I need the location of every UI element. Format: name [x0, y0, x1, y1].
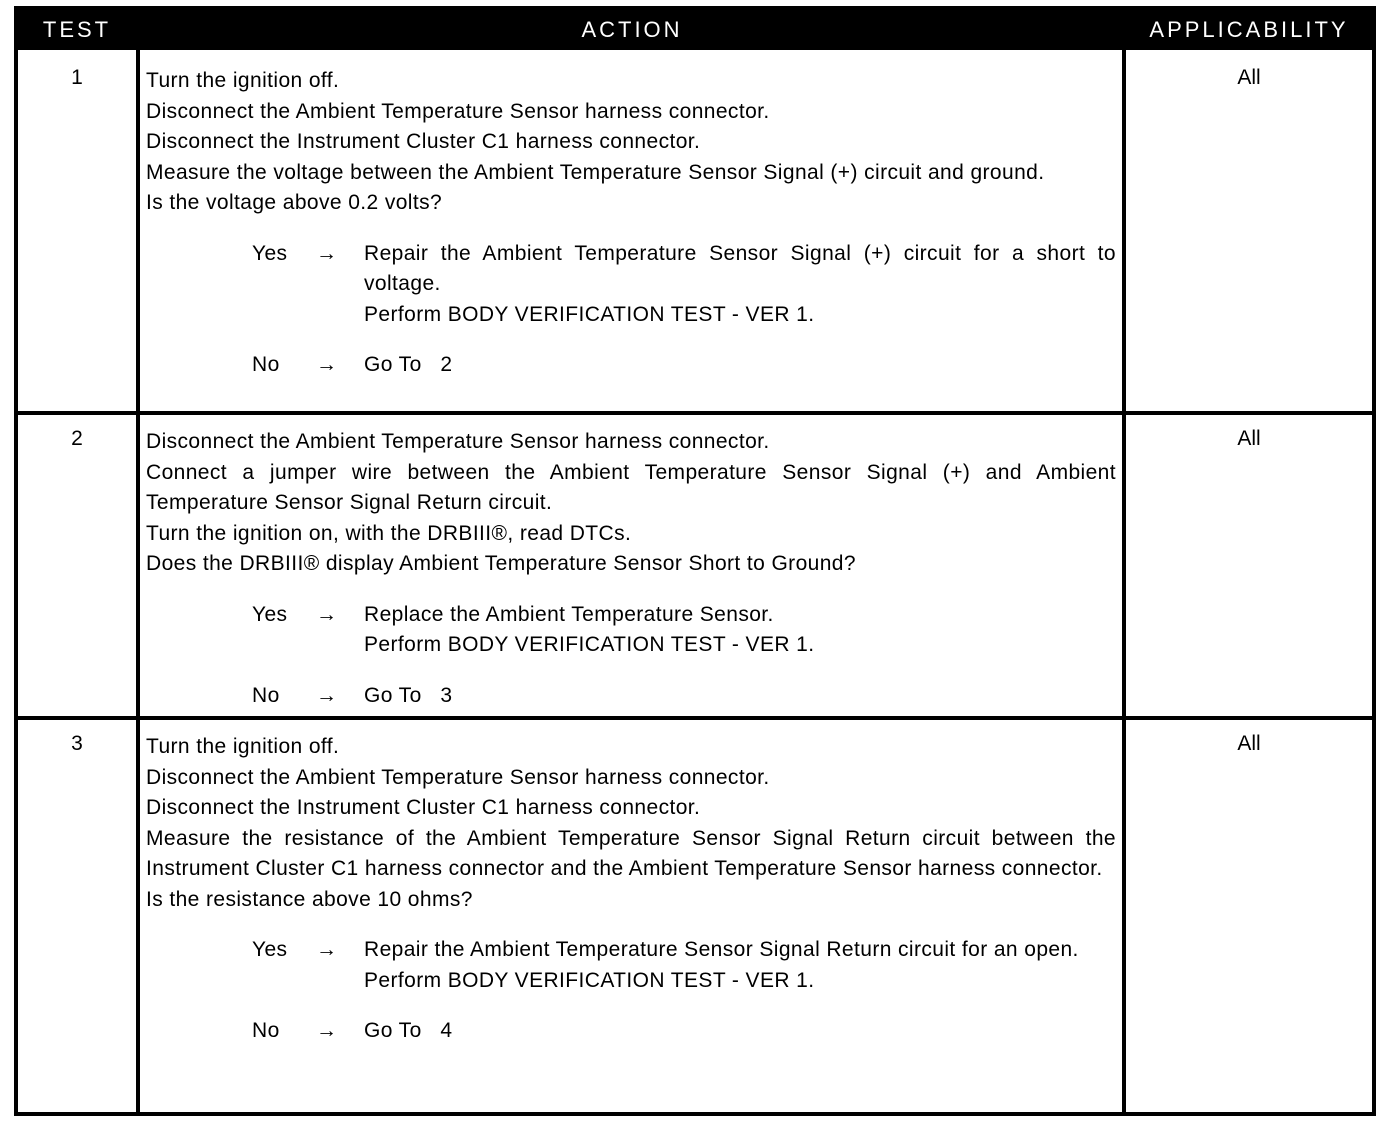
applicability-cell: All: [1237, 732, 1261, 755]
arrow-right-icon: →: [316, 1019, 338, 1042]
yes-label: Yes: [252, 602, 288, 626]
applicability-cell: All: [1237, 66, 1261, 89]
header-test: TEST: [42, 17, 112, 42]
no-branch: [146, 350, 1116, 381]
action-cell: [146, 427, 1116, 711]
yes-label: Yes: [252, 938, 288, 961]
arrow-right-icon: →: [316, 683, 338, 707]
table-row: [18, 415, 1372, 716]
action-question: Does the DRBIII® display Ambient Temperature Sensor Short to Ground?: [146, 552, 856, 575]
action-step: Disconnect the Instrument Cluster C1 harness connector.: [146, 796, 701, 819]
arrow-right-icon: →: [316, 241, 338, 265]
no-label: No: [252, 1019, 280, 1042]
no-result: Go To 4: [364, 1019, 453, 1042]
test-number: 2: [71, 427, 83, 450]
no-label: No: [252, 683, 280, 707]
action-step: Disconnect the Ambient Temperature Sensor harness connector.: [146, 99, 770, 123]
yes-result: Perform BODY VERIFICATION TEST - VER 1.: [364, 302, 815, 326]
arrow-right-icon: →: [316, 602, 338, 626]
yes-result: Perform BODY VERIFICATION TEST - VER 1.: [364, 633, 815, 656]
action-step: Measure the voltage between the Ambient Temperature Sensor Signal (+) circuit and ground.: [146, 160, 1045, 184]
action-cell: [146, 66, 1116, 381]
yes-result: Repair the Ambient Temperature Sensor Signal Return circuit for an open.: [364, 938, 1079, 961]
action-step: Disconnect the Ambient Temperature Sensor harness connector.: [146, 765, 770, 789]
action-cell: [146, 732, 1116, 1047]
yes-result: Replace the Ambient Temperature Sensor.: [364, 602, 774, 626]
no-branch: [146, 681, 1116, 712]
arrow-right-icon: →: [316, 353, 338, 376]
action-question: Is the resistance above 10 ohms?: [146, 887, 473, 911]
no-result: Go To 3: [364, 683, 453, 707]
yes-branch: [146, 935, 1116, 996]
action-step: Connect a jumper wire between the Ambient Temperature Sensor Signal (+) and Ambient Temperature Sensor Signal Return circuit.: [146, 460, 1116, 514]
action-step: Turn the ignition off.: [146, 69, 340, 92]
test-number: 3: [71, 732, 83, 755]
test-number: 1: [71, 66, 83, 89]
action-step: Disconnect the Instrument Cluster C1 harness connector.: [146, 130, 701, 153]
no-branch: [146, 1016, 1116, 1047]
yes-label: Yes: [252, 241, 288, 265]
yes-result: Perform BODY VERIFICATION TEST - VER 1.: [364, 968, 815, 992]
header-action: ACTION: [581, 17, 683, 42]
yes-branch: [146, 239, 1116, 331]
applicability-cell: All: [1237, 427, 1261, 450]
yes-result: Repair the Ambient Temperature Sensor Signal (+) circuit for a short to voltage.: [364, 241, 1116, 295]
arrow-right-icon: →: [316, 938, 338, 961]
table-row: [18, 54, 1372, 411]
yes-branch: [146, 600, 1116, 661]
table-header: [18, 10, 1372, 50]
action-step: Turn the ignition on, with the DRBIII®, read DTCs.: [146, 521, 632, 545]
action-step: Disconnect the Ambient Temperature Sensor harness connector.: [146, 430, 770, 453]
action-step: Turn the ignition off.: [146, 735, 340, 758]
no-result: Go To 2: [364, 353, 453, 376]
header-applicability: APPLICABILITY: [1149, 17, 1349, 42]
table-row: [18, 720, 1372, 1112]
action-question: Is the voltage above 0.2 volts?: [146, 191, 443, 214]
diagnostic-test-table: [14, 6, 1376, 1116]
no-label: No: [252, 353, 280, 376]
action-step: Measure the resistance of the Ambient Temperature Sensor Signal Return circuit between the Instrument Cluster C1 harness connector and the Ambient Temperature Sensor harness connector.: [146, 826, 1116, 880]
